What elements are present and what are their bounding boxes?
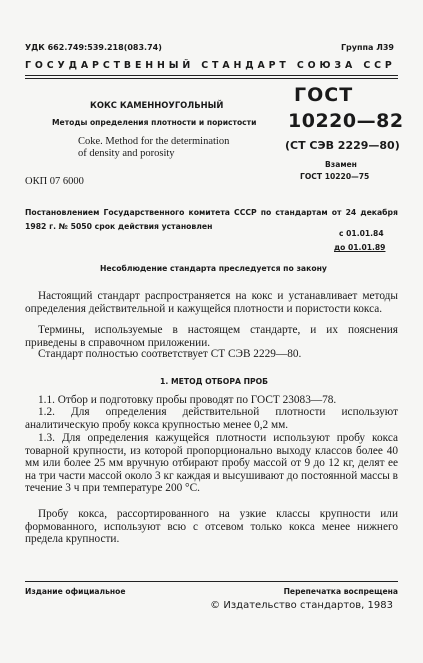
header-rule-top [25,75,398,76]
replaces-label: Взамен [325,160,357,169]
udk-code: УДК 662.749:539.218(083.74) [25,43,162,52]
official-edition-label: Издание официальное [25,587,126,596]
intro-paragraph-compliance: Стандарт полностью соответствует СТ СЭВ 2229—80. [38,348,302,360]
gost-number: 10220—82 [288,110,404,132]
reprint-prohibited-label: Перепечатка воспрещена [283,587,398,596]
copyright-notice: © Издательство стандартов, 1983 [210,600,393,611]
section-heading: 1. МЕТОД ОТБОРА ПРОБ [160,377,269,386]
replaces-standard: ГОСТ 10220—75 [300,172,370,181]
group-code: Группа Л39 [340,43,394,52]
standard-subtitle-ru: Методы определения плотности и пористости [52,118,257,127]
okp-code: ОКП 07 6000 [25,176,84,187]
intro-paragraph-terms: Термины, используемые в настоящем стандарте, и их пояснения приведены в справочном приложении. [25,324,398,349]
clause-1-2: 1.2. Для определения действительной плотности используют аналитическую пробу кокса крупностью менее 0,2 мм. [25,406,398,431]
footer-rule [25,581,398,582]
legal-warning: Несоблюдение стандарта преследуется по закону [100,264,327,273]
standard-title-en-line2: of density and porosity [78,148,175,159]
clause-1-3: 1.3. Для определения кажущейся плотности используют пробу кокса товарной крупности, из которой пропорционально выходу классов более 40 мм или более 25 мм вручную отбирают пробу массой от 9 до 12 кг, делят ее на три части массой около 3 кг каждая и высушивают до постоянной массы в течение 3 ч при температуре 200 °С. [25,432,398,495]
clause-1-3-note: Пробу кокса, рассортированного на узкие классы крупности или формованного, используют всю с отсевом только кокса менее нижнего предела крупности. [25,508,398,546]
header-rule-bottom [25,78,398,79]
standard-title-en-line1: Coke. Method for the determination [78,136,230,147]
standard-title-ru: КОКС КАМЕННОУГОЛЬНЫЙ [90,100,224,110]
intro-paragraph-scope: Настоящий стандарт распространяется на кокс и устанавливает методы определения действительной и кажущейся плотности и пористости кокса. [25,290,398,315]
state-standard-banner: ГОСУДАРСТВЕННЫЙ СТАНДАРТ СОЮЗА ССР [25,60,396,71]
cmecon-reference: (СТ СЭВ 2229—80) [285,139,400,152]
gost-label: ГОСТ [294,84,354,106]
decree-text: Постановлением Государственного комитета СССР по стандартам от 24 декабря 1982 г. № 5050 срок действия установлен [25,208,398,231]
validity-to: до 01.01.89 [334,243,386,252]
validity-from: с 01.01.84 [339,229,384,238]
clause-1-1: 1.1. Отбор и подготовку пробы проводят по ГОСТ 23083—78. [38,394,337,406]
